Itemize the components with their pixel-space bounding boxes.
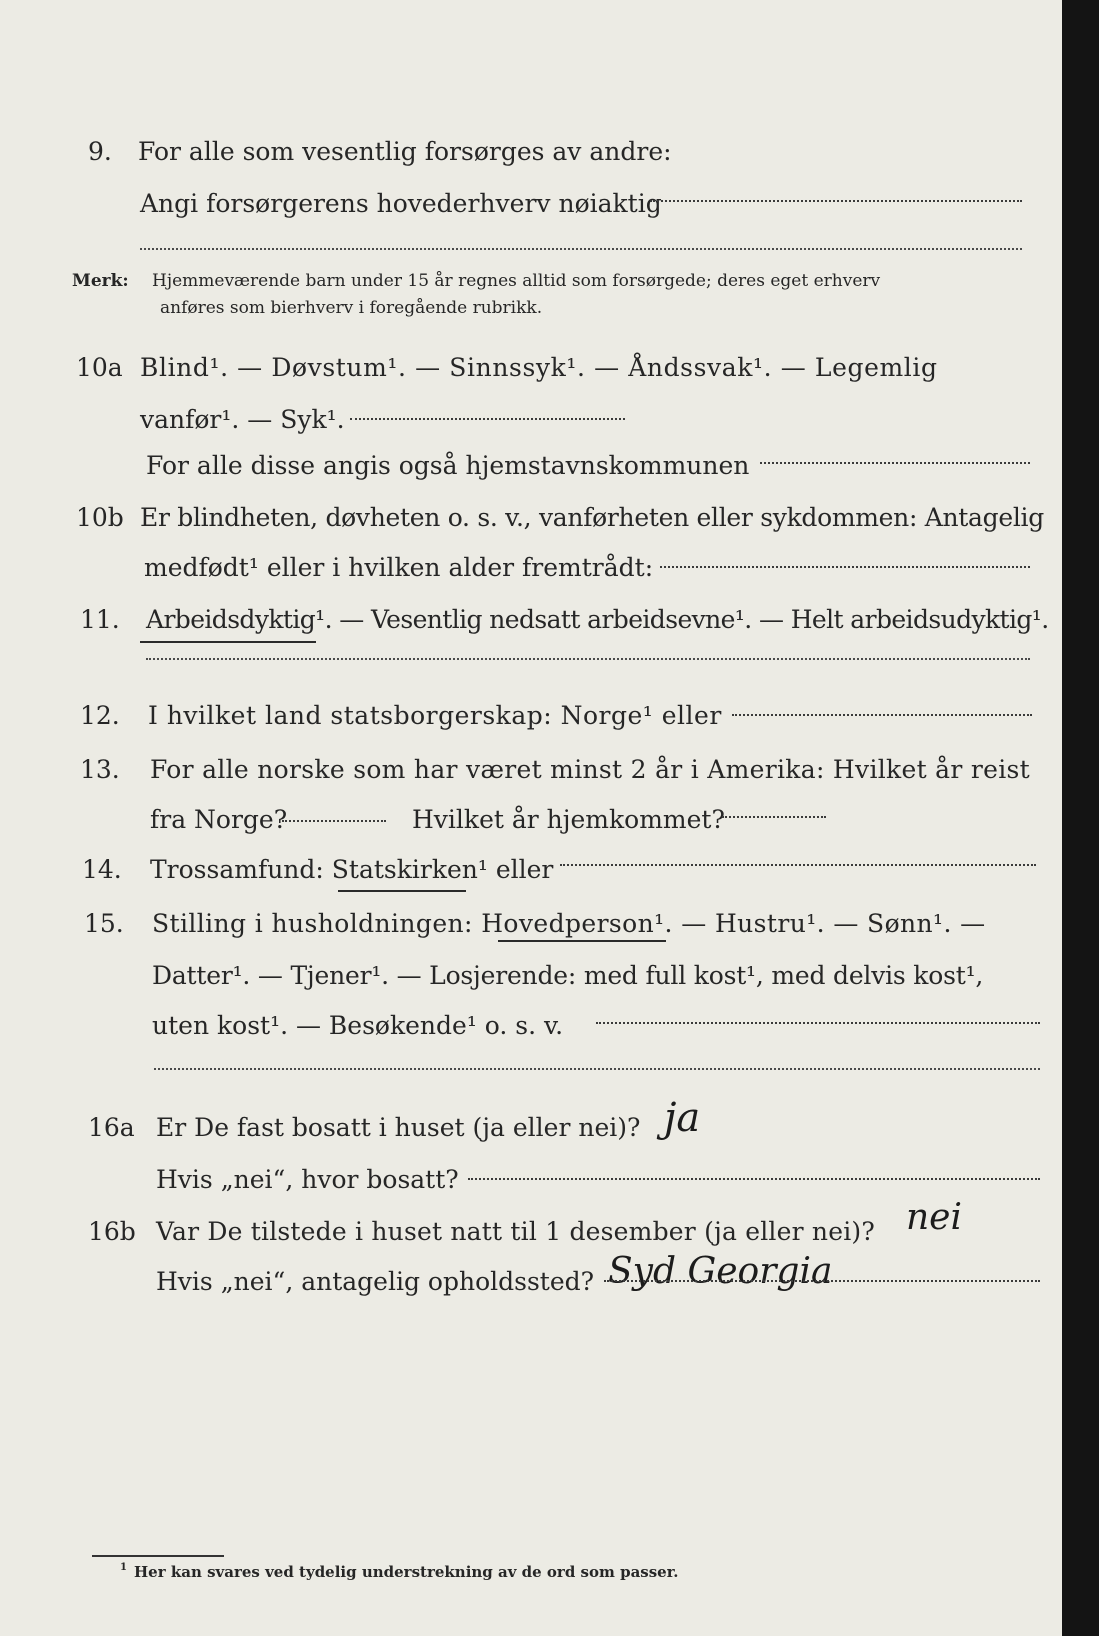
answer-line[interactable] (650, 200, 1022, 202)
question-text: uten kost¹. — Besøkende¹ o. s. v. (152, 1011, 564, 1040)
note-text: anføres som bierhverv i foregående rubrikk. (160, 298, 543, 318)
answer-line[interactable] (596, 1022, 1040, 1024)
answer-line[interactable] (660, 566, 1030, 568)
question-9-line-2 (0, 184, 1062, 224)
answer-line[interactable] (560, 864, 1036, 866)
footnote (122, 1557, 678, 1587)
handwritten-answer: nei (906, 1197, 963, 1238)
question-number: 16a (88, 1113, 135, 1142)
question-number: 13. (80, 755, 120, 784)
question-11 (0, 600, 1062, 640)
selection-underline (140, 641, 316, 643)
question-13 (0, 750, 1062, 790)
question-15-line-2 (0, 956, 1062, 996)
question-text: Stilling i husholdningen: Hovedperson¹. — Hustru¹. — Sønn¹. — (152, 909, 986, 938)
question-number: 10a (76, 353, 123, 382)
note-text: Hjemmeværende barn under 15 år regnes alltid som forsørgede; deres eget erhverv (152, 271, 881, 291)
answer-line[interactable] (722, 816, 826, 818)
answer-line[interactable] (604, 1280, 1040, 1282)
question-text: Hvis „nei“, antagelig opholdssted? (156, 1267, 595, 1296)
question-15 (0, 904, 1062, 944)
answer-line[interactable] (146, 658, 1030, 660)
answer-line[interactable] (760, 462, 1030, 464)
answer-line[interactable] (154, 1068, 1040, 1070)
scan-edge (1062, 0, 1099, 1636)
selection-underline (498, 940, 666, 942)
question-text: Trossamfund: Statskirken¹ eller (150, 855, 554, 884)
question-10b-line-2 (0, 548, 1062, 588)
footnote-text: Her kan svares ved tydelig understrekning av de ord som passer. (134, 1563, 679, 1581)
question-number: 9. (88, 137, 112, 166)
question-16a-line-2 (0, 1160, 1062, 1200)
question-text: Angi forsørgerens hovederhverv nøiaktig (140, 189, 662, 218)
question-text: vanfør¹. — Syk¹. (140, 405, 345, 434)
question-text: Hvilket år hjemkommet? (412, 805, 725, 834)
question-10a-line-3 (0, 446, 1062, 486)
handwritten-answer: Syd Georgia (608, 1251, 833, 1292)
question-10a (0, 348, 1062, 388)
question-text: Er De fast bosatt i huset (ja eller nei)? (156, 1113, 641, 1142)
question-16a (0, 1108, 1062, 1148)
question-text: For alle disse angis også hjemstavnskommunen (146, 451, 750, 480)
question-number: 15. (84, 909, 124, 938)
question-text: Datter¹. — Tjener¹. — Losjerende: med full kost¹, med delvis kost¹, (152, 961, 984, 990)
question-number: 16b (88, 1217, 136, 1246)
question-text: medfødt¹ eller i hvilken alder fremtrådt: (144, 553, 654, 582)
question-16b-line-2 (0, 1262, 1062, 1302)
question-9 (0, 132, 1062, 172)
question-number: 11. (80, 605, 120, 634)
question-text: Arbeidsdyktig¹. — Vesentlig nedsatt arbeidsevne¹. — Helt arbeidsudyktig¹. (146, 605, 1049, 634)
answer-line[interactable] (282, 820, 386, 822)
question-text: Hvis „nei“, hvor bosatt? (156, 1165, 459, 1194)
question-14 (0, 850, 1062, 890)
question-15-line-3 (0, 1006, 1062, 1046)
question-number: 10b (76, 503, 124, 532)
question-text: Er blindheten, døvheten o. s. v., vanførheten eller sykdommen: Antagelig (140, 503, 1044, 532)
question-number: 14. (82, 855, 122, 884)
answer-line[interactable] (140, 248, 1022, 250)
answer-line[interactable] (732, 714, 1032, 716)
question-10a-line-2 (0, 400, 1062, 440)
question-text: For alle norske som har været minst 2 år i Amerika: Hvilket år reist (150, 755, 1031, 784)
handwritten-answer: ja (664, 1095, 701, 1141)
question-12 (0, 696, 1062, 736)
question-text: For alle som vesentlig forsørges av andre: (138, 137, 672, 166)
question-text: Var De tilstede i huset natt til 1 desember (ja eller nei)? (156, 1217, 875, 1246)
question-text: Blind¹. — Døvstum¹. — Sinnssyk¹. — Åndssvak¹. — Legemlig (140, 353, 938, 382)
question-16b (0, 1212, 1062, 1252)
question-text: fra Norge? (150, 805, 288, 834)
note-label: Merk: (72, 271, 129, 291)
answer-line[interactable] (468, 1178, 1040, 1180)
selection-underline (338, 890, 466, 892)
question-text: I hvilket land statsborgerskap: Norge¹ eller (148, 701, 722, 730)
question-number: 12. (80, 701, 120, 730)
footnote-mark: 1 (120, 1562, 127, 1573)
answer-line[interactable] (350, 418, 625, 420)
question-10b (0, 498, 1062, 538)
question-13-line-2 (0, 800, 1062, 840)
